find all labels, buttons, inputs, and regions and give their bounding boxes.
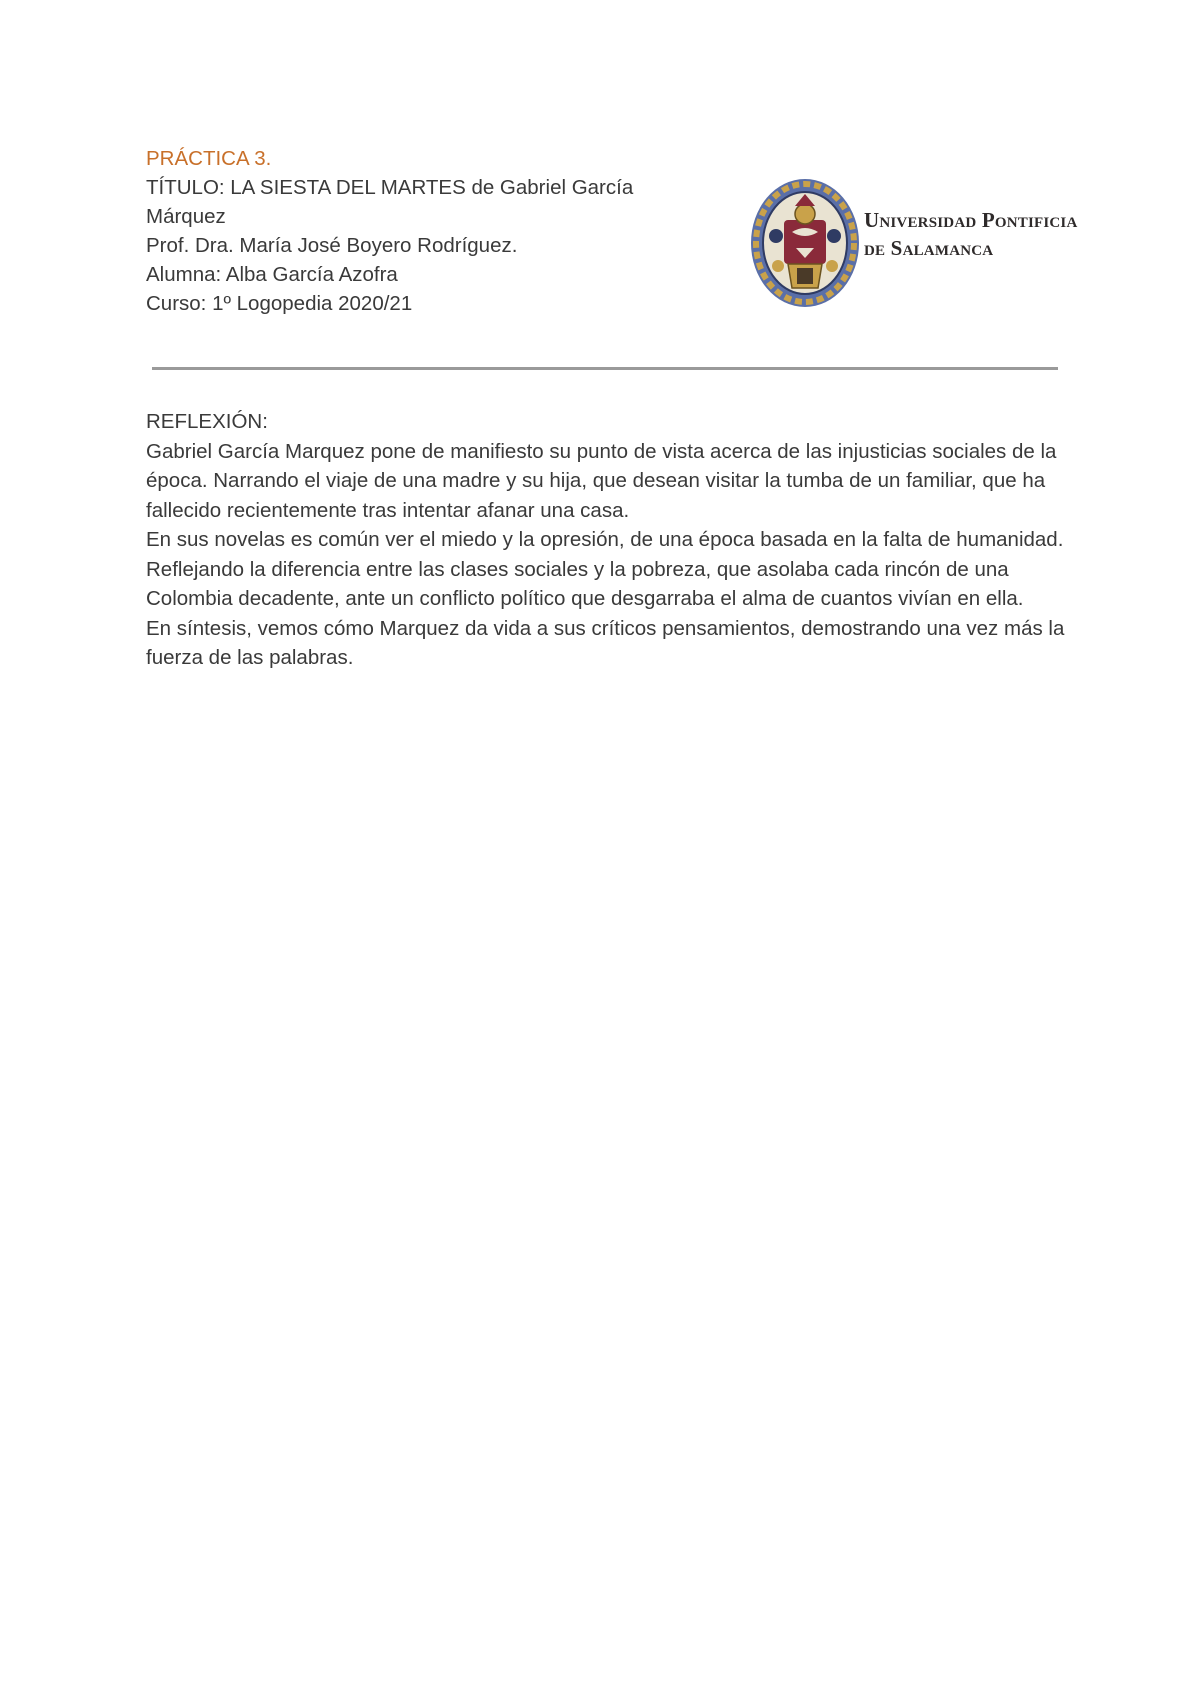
university-name-line1: Universidad Pontificia <box>864 208 1078 232</box>
reflection-paragraph: En sus novelas es común ver el miedo y la opresión, de una época basada en la falta de humanidad. Reflejando la diferencia entre las clases sociales y la pobreza, que asolaba cada rincón de una Colombia decadente, ante un conflicto político que desgarraba el alma de cuantos vivían en ella. <box>146 528 1064 610</box>
horizontal-divider <box>152 367 1058 370</box>
university-seal-icon <box>748 176 862 310</box>
document-title-continuation: Márquez <box>146 205 226 228</box>
professor-line: Prof. Dra. María José Boyero Rodríguez. <box>146 234 518 257</box>
university-name <box>864 206 1078 262</box>
document-title: TÍTULO: LA SIESTA DEL MARTES de Gabriel García <box>146 176 634 199</box>
university-name-line2: de Salamanca <box>864 236 994 260</box>
practice-label: PRÁCTICA 3. <box>146 147 272 170</box>
course-line: Curso: 1º Logopedia 2020/21 <box>146 292 413 315</box>
reflection-section <box>146 407 1066 673</box>
reflection-heading: REFLEXIÓN: <box>146 410 268 433</box>
student-line: Alumna: Alba García Azofra <box>146 263 398 286</box>
document-header <box>146 144 706 318</box>
university-logo <box>748 176 1128 310</box>
reflection-paragraph: En síntesis, vemos cómo Marquez da vida a sus críticos pensamientos, demostrando una vez más la fuerza de las palabras. <box>146 616 1065 669</box>
reflection-paragraph: Gabriel García Marquez pone de manifiesto su punto de vista acerca de las injusticias sociales de la época. Narrando el viaje de una madre y su hija, que desean visitar la tumba de un familiar, que ha fallecido recientemente tras intentar afanar una casa. <box>146 439 1057 522</box>
